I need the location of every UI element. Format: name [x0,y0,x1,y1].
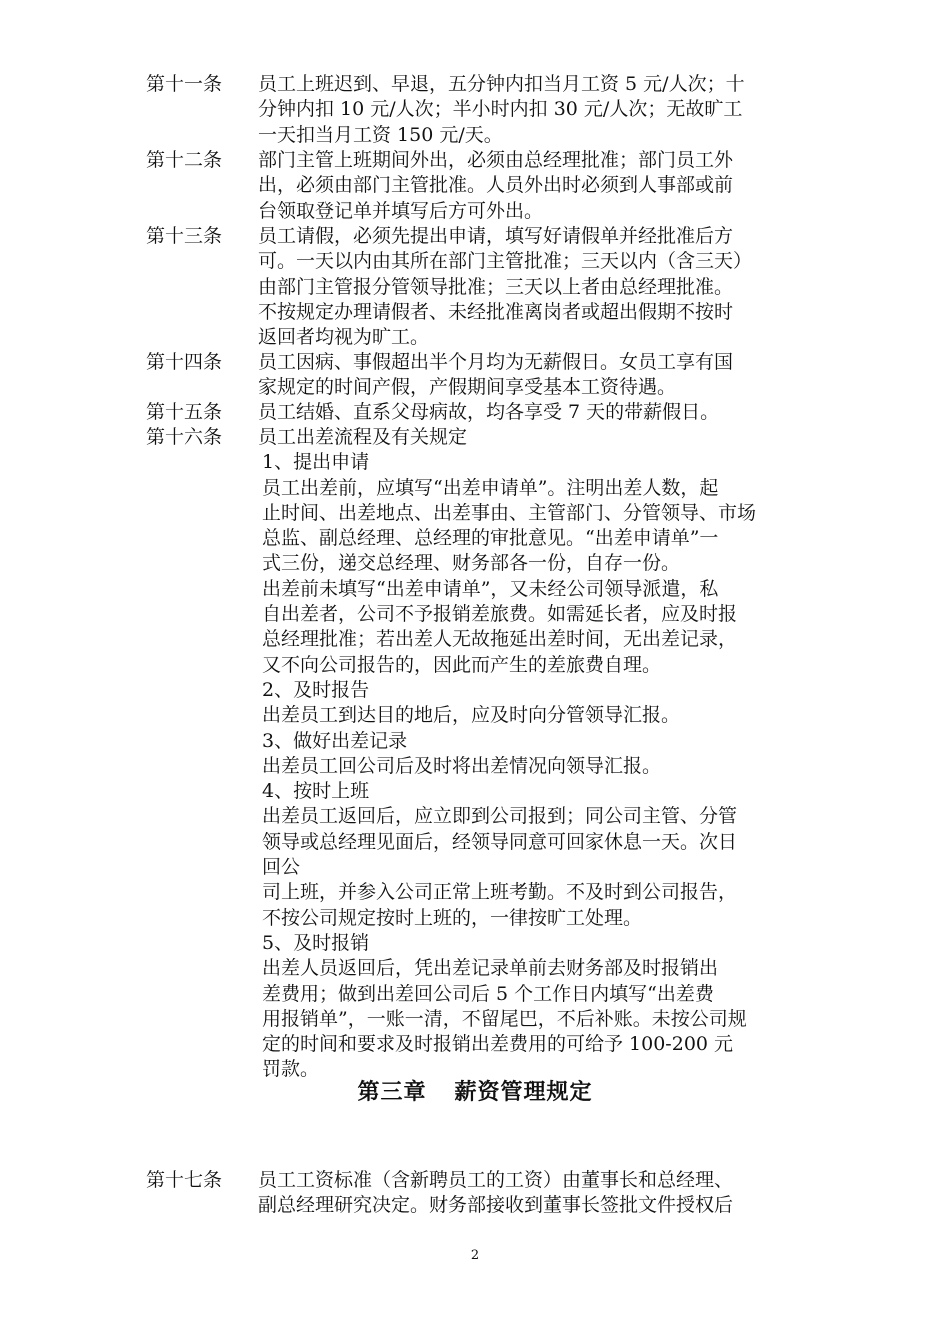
article-body [258,224,818,350]
text-line: 返回者均视为旷工。 [258,326,430,349]
page-number: 2 [470,1248,480,1263]
text-line: 差费用；做到出差回公司后 5 个工作日内填写“出差费 [262,982,714,1005]
text-line: 员工出差前，应填写“出差申请单”。注明出差人数，起 [262,476,719,499]
text-line: 出差员工到达目的地后，应及时向分管领导汇报。 [262,704,681,727]
text-line: 领导或总经理见面后，经领导同意可回家休息一天。次日 [262,830,738,853]
text-line: 员工工资标准（含新聘员工的工资）由董事长和总经理、 [258,1169,734,1191]
text-line: 出差前未填写“出差申请单”，又未经公司领导派遣，私 [262,577,719,600]
article-label: 第十五条 [146,401,223,423]
text-line: 员工因病、事假超出半个月均为无薪假日。女员工享有国 [258,351,734,373]
text-line: 司上班，并参入公司正常上班考勤。不及时到公司报告， [262,881,738,904]
article-label: 第十二条 [146,149,223,171]
article-label: 第十七条 [146,1169,223,1191]
text-line: 式三份，递交总经理、财务部各一份，自存一份。 [262,552,681,575]
text-line: 部门主管上班期间外出，必须由总经理批准；部门员工外 [258,149,734,171]
text-line: 副总经理研究决定。财务部接收到董事长签批文件授权后 [258,1194,734,1217]
article-body [258,400,818,425]
text-line: 又不向公司报告的，因此而产生的差旅费自理。 [262,653,662,676]
subsection-heading: 4、按时上班 [262,780,370,803]
article-label: 第十四条 [146,351,223,373]
chapter-number: 第三章 [357,1080,427,1105]
text-line: 家规定的时间产假，产假期间享受基本工资待遇。 [258,376,677,399]
text-line: 定的时间和要求及时报销出差费用的可给予 100-200 元 [262,1033,734,1056]
article-label: 第十六条 [146,426,223,448]
text-line: 止时间、出差地点、出差事由、主管部门、分管领导、市场 [262,501,757,524]
text-line: 不按公司规定按时上班的，一律按旷工处理。 [262,906,643,929]
text-line: 总监、副总经理、总经理的审批意见。“出差申请单”一 [262,527,719,550]
text-line: 员工结婚、直系父母病故，均各享受 7 天的带薪假日。 [258,401,720,423]
article-label: 第十一条 [146,73,223,95]
subsection-heading: 1、提出申请 [262,451,370,474]
text-line: 出，必须由部门主管批准。人员外出时必须到人事部或前 [258,174,734,197]
article-body [258,72,818,148]
article-body [258,1168,818,1219]
text-line: 一天扣当月工资 150 元/天。 [258,123,503,146]
article-body [258,350,818,401]
text-line: 由部门主管报分管领导批准；三天以上者由总经理批准。 [258,275,734,298]
subsection-heading: 3、做好出差记录 [262,729,408,752]
text-line: 台领取登记单并填写后方可外出。 [258,199,544,222]
subsection-heading: 5、及时报销 [262,931,370,954]
text-line: 总经理批准；若出差人无故拖延出差时间，无出差记录， [262,628,738,651]
text-line: 分钟内扣 10 元/人次；半小时内扣 30 元/人次；无故旷工 [258,98,743,121]
text-line: 出差人员返回后，凭出差记录单前去财务部及时报销出 [262,957,719,980]
text-line: 回公 [262,856,301,879]
text-line: 员工出差流程及有关规定 [258,426,468,448]
text-line: 可。一天以内由其所在部门主管批准；三天以内（含三天） [258,250,753,273]
text-line: 出差员工回公司后及时将出差情况向领导汇报。 [262,754,662,777]
subsection-heading: 2、及时报告 [262,678,370,701]
text-line: 出差员工返回后，应立即到公司报到；同公司主管、分管 [262,805,738,828]
text-line: 用报销单”，一账一清，不留尾巴，不后补账。未按公司规 [262,1007,747,1030]
text-line: 自出差者，公司不予报销差旅费。如需延长者，应及时报 [262,603,738,626]
article-body [258,148,818,224]
text-line: 罚款。 [262,1058,320,1081]
article-label: 第十三条 [146,225,223,247]
chapter-heading [0,1075,950,1106]
text-line: 员工上班迟到、早退，五分钟内扣当月工资 5 元/人次；十 [258,73,745,95]
chapter-title: 薪资管理规定 [454,1080,593,1105]
text-line: 员工请假，必须先提出申请，填写好请假单并经批准后方 [258,225,734,247]
text-line: 不按规定办理请假者、未经批准离岗者或超出假期不按时 [258,300,734,323]
article-body [258,425,818,1083]
